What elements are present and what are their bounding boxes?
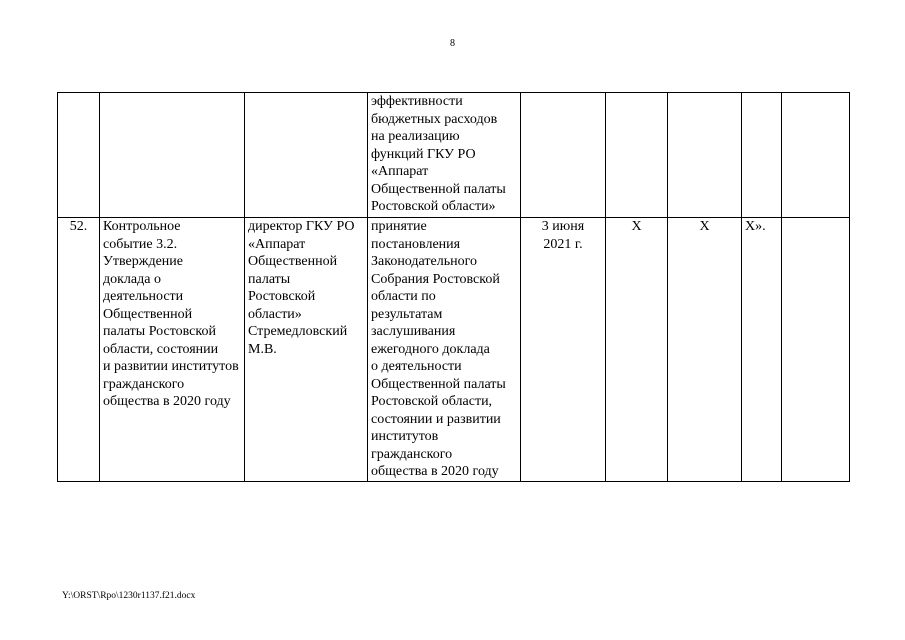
cell-number [58,93,100,218]
cell-col7: X [668,218,742,482]
cell-responsible: директор ГКУ РО «Аппарат Общественной палаты Ростовской области» Стремедловский М.В. [245,218,368,482]
cell-event [100,93,245,218]
cell-date: 3 июня 2021 г. [521,218,606,482]
cell-col6: X [606,218,668,482]
footer-file-path: Y:\ORST\Rpo\1230r1137.f21.docx [62,591,196,601]
cell-col7 [668,93,742,218]
table-row [58,218,850,482]
cell-col6 [606,93,668,218]
cell-col9 [782,218,850,482]
cell-result: эффективности бюджетных расходов на реализацию функций ГКУ РО «Аппарат Общественной палаты Ростовской области» [368,93,521,218]
page-number: 8 [450,38,455,49]
cell-result: принятие постановления Законодательного Собрания Ростовской области по результатам заслушивания ежегодного доклада о деятельности Общественной палаты Ростовской области, состоянии и развитии институтов гражданского общества в 2020 году [368,218,521,482]
cell-responsible [245,93,368,218]
plan-table [57,92,850,482]
cell-col8: X». [742,218,782,482]
cell-col8 [742,93,782,218]
cell-number: 52. [58,218,100,482]
cell-date [521,93,606,218]
table-row [58,93,850,218]
cell-col9 [782,93,850,218]
cell-event: Контрольное событие 3.2. Утверждение доклада о деятельности Общественной палаты Ростовской области, состоянии и развитии институтов гражданского общества в 2020 году [100,218,245,482]
